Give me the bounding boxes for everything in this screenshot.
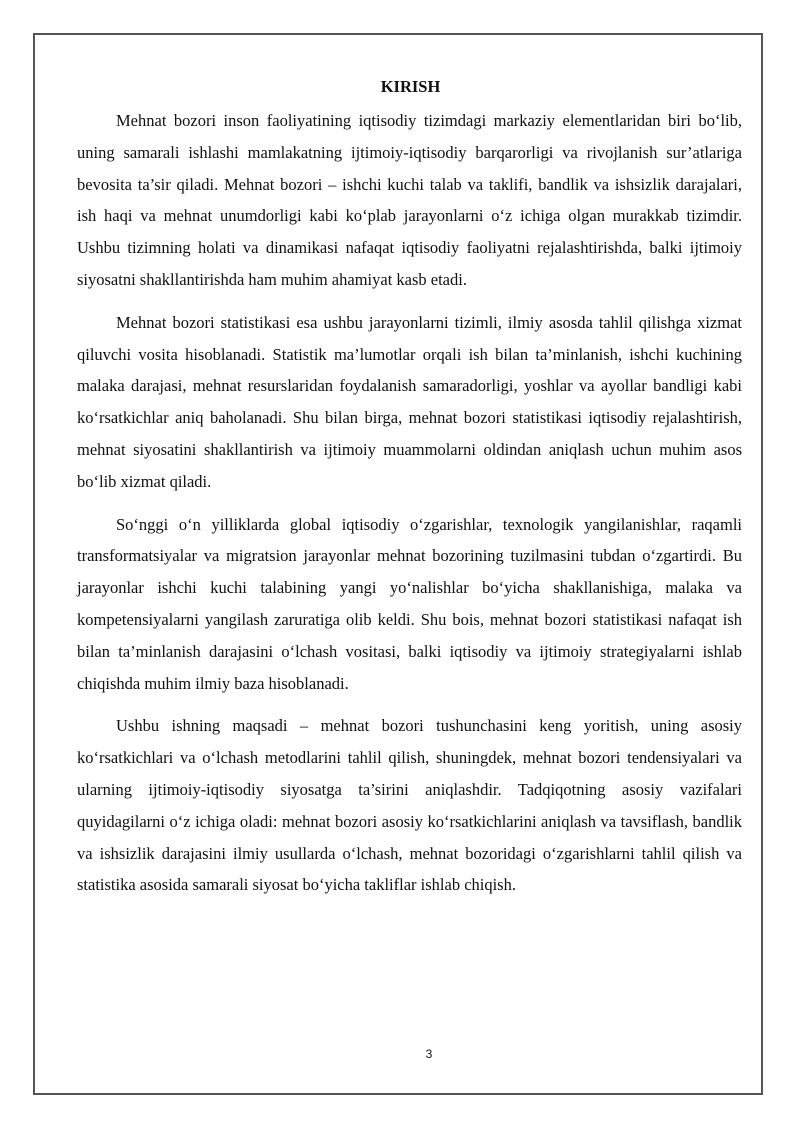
section-title: KIRISH — [380, 77, 441, 96]
paragraph-2: Mehnat bozori statistikasi esa ushbu jarayonlarni tizimli, ilmiy asosda tahlil qilishga xizmat qiluvchi vosita hisoblanadi. Statistik ma’lumotlar orqali ish bilan ta’minlanish, ishchi kuchining malaka darajasi, mehnat resurslaridan foydalanish samaradorligi, yoshlar va ayollar bandligi kabi ko‘rsatkichlar aniq baholanadi. Shu bilan birga, mehnat bozori statistikasi iqtisodiy rejalashtirish, mehnat siyosatini shakllantirish va ijtimoiy muammolarni oldindan aniqlash uchun muhim asos bo‘lib xizmat qiladi. — [77, 312, 742, 491]
page-number: 3 — [425, 1047, 433, 1061]
paragraph-3: So‘nggi o‘n yilliklarda global iqtisodiy o‘zgarishlar, texnologik yangilanishlar, raqamli transformatsiyalar va migratsion jarayonlar mehnat bozorining tuzilmasini tubdan o‘zgartirdi. Bu jarayonlar ishchi kuchi talabining yangi yo‘nalishlar bo‘yicha shakllanishiga, malaka va kompetensiyalarni yangilash zaruratiga olib keldi. Shu bois, mehnat bozori statistikasi nafaqat ish bilan ta’minlanish darajasini o‘lchash vositasi, balki iqtisodiy va ijtimoiy strategiyalarni ishlab chiqishda muhim ilmiy baza hisoblanadi. — [77, 514, 742, 693]
paragraph-4: Ushbu ishning maqsadi – mehnat bozori tushunchasini keng yoritish, uning asosiy ko‘rsatkichlari va o‘lchash metodlarini tahlil qilish, shuningdek, mehnat bozori tendensiyalari va ularning ijtimoiy-iqtisodiy siyosatga ta’sirini aniqlashdir. Tadqiqotning asosiy vazifalari quyidagilarni o‘z ichiga oladi: mehnat bozori asosiy ko‘rsatkichlarini aniqlash va tavsiflash, bandlik va ishsizlik darajasini ilmiy usullarda o‘lchash, mehnat bozoridagi o‘zgarishlarni tahlil qilish va statistika asosida samarali siyosat bo‘yicha takliflar ishlab chiqish. — [77, 716, 742, 895]
document-body — [77, 74, 742, 912]
paragraph-1: Mehnat bozori inson faoliyatining iqtisodiy tizimdagi markaziy elementlaridan biri bo‘lib, uning samarali ishlashi mamlakatning ijtimoiy-iqtisodiy barqarorligi va rivojlanish sur’atlariga bevosita ta’sir qiladi. Mehnat bozori – ishchi kuchi talab va taklifi, bandlik va ishsizlik darajalari, ish haqi va mehnat unumdorligi kabi ko‘plab jarayonlarni o‘z ichiga olgan murakkab tizimdir. Ushbu tizimning holati va dinamikasi nafaqat iqtisodiy faoliyatni rejalashtirishda, balki ijtimoiy siyosatni shakllantirishda ham muhim ahamiyat kasb etadi. — [77, 111, 742, 289]
